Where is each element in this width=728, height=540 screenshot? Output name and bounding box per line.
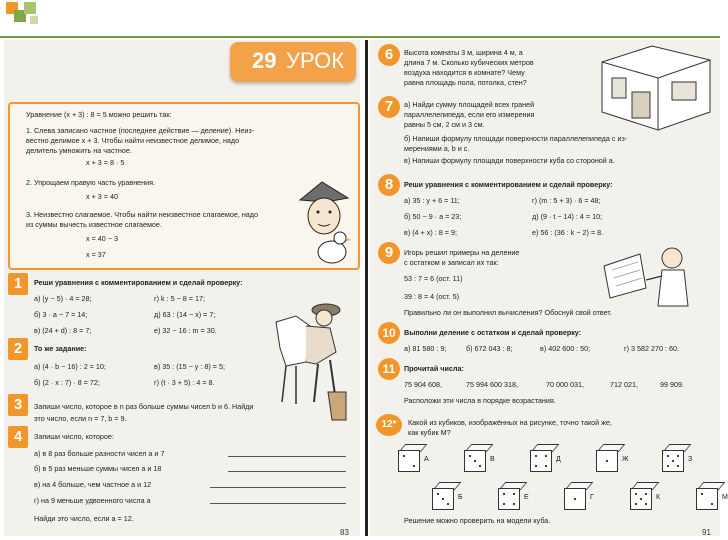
dice-cube xyxy=(596,450,618,472)
task-1-item: а) (y − 5) · 4 = 28; xyxy=(34,294,92,303)
task-11-item: 99 909. xyxy=(660,380,684,389)
page-number: 83 xyxy=(340,528,349,537)
dice-pip xyxy=(503,503,505,505)
task-number-12: 12* xyxy=(376,414,402,436)
task-6-line: длина 7 м. Сколько кубических метров xyxy=(404,58,534,67)
task-10-item: г) 3 582 270 : 60. xyxy=(624,344,679,353)
dice-cube xyxy=(662,450,684,472)
dice-pip xyxy=(437,493,439,495)
dice-pip xyxy=(403,455,405,457)
lesson-word: УРОК xyxy=(286,48,345,73)
dice-pip xyxy=(640,498,642,500)
dice-pip xyxy=(513,493,515,495)
task-number-6: 6 xyxy=(378,44,400,66)
dice-cube xyxy=(432,488,454,510)
rule-line: из суммы вычесть известное слагаемое. xyxy=(26,220,162,229)
dice-cube-label: Ж xyxy=(622,456,629,463)
rule-line: x = 37 xyxy=(86,250,106,259)
task-4-footer: Найди это число, если a = 12. xyxy=(34,514,134,523)
task-4-item: г) на 9 меньше удвоенного числа a xyxy=(34,496,151,505)
rule-line: 3. Неизвестно слагаемое. Чтобы найти неизвестное слагаемое, надо xyxy=(26,210,258,219)
task-number-8: 8 xyxy=(378,174,400,196)
dice-pip xyxy=(635,493,637,495)
task-9-line: 39 : 8 = 4 (ост. 5) xyxy=(404,292,460,301)
boy-with-paper-illustration xyxy=(600,240,700,308)
task-1-item: е) 32 − 16 : m = 30. xyxy=(154,326,217,335)
dice-cube xyxy=(530,450,552,472)
task-12-line: Какой из кубиков, изображённых на рисунке, точно такой же, xyxy=(408,418,612,427)
dice-cube-label: К xyxy=(656,494,661,501)
dice-pip xyxy=(413,465,415,467)
task-4-title: Запиши число, которое: xyxy=(34,432,114,441)
task-2-item: а) (4 · b − 16) : 2 = 10; xyxy=(34,362,106,371)
task-8-item: г) (m : 5 + 3) · 6 = 48; xyxy=(532,196,601,205)
dice-cube-label: З xyxy=(688,456,693,463)
page-number: 91 xyxy=(702,528,711,537)
task-7-line: а) Найди сумму площадей всех граней xyxy=(404,100,535,109)
dice-cube xyxy=(630,488,652,510)
task-9-line: Правильно ли он выполнил вычисления? Обоснуй свой ответ. xyxy=(404,308,612,317)
task-9-line: Игорь решил примеры на деление xyxy=(404,248,520,257)
task-9-line: 53 : 7 = 6 (ост. 11) xyxy=(404,274,463,283)
task-10-title: Выполни деление с остатком и сделай проверку: xyxy=(404,328,582,337)
task-8-item: е) 56 : (36 : k − 2) = 8. xyxy=(532,228,604,237)
task-10-item: б) 672 043 : 8; xyxy=(466,344,513,353)
task-7-line: параллелепипеда, если его измерения xyxy=(404,110,535,119)
rule-line: x + 3 = 8 · 5 xyxy=(86,158,125,167)
dice-pip xyxy=(677,465,679,467)
task-number-11: 11 xyxy=(378,358,400,380)
task-7-line: равны 5 см, 2 см и 3 см. xyxy=(404,120,485,129)
task-10-item: в) 402 600 : 50; xyxy=(540,344,591,353)
task-6-line: равна площадь пола, потолка, стен? xyxy=(404,78,527,87)
dice-pip xyxy=(667,465,669,467)
task-11-item: 70 000 031, xyxy=(546,380,584,389)
task-7-line: в) Напиши формулу площади поверхности куба со стороной a. xyxy=(404,156,615,165)
answer-line xyxy=(228,456,346,457)
dice-cube-label: Д xyxy=(556,456,561,463)
task-number-1: 1 xyxy=(8,273,28,295)
rule-line: x = 40 − 3 xyxy=(86,234,118,243)
dice-cube-label: В xyxy=(490,456,495,463)
dice-cube-label: М xyxy=(722,494,728,501)
horse-rider-illustration xyxy=(266,292,358,428)
task-9-line: с остатком и записал их так: xyxy=(404,258,499,267)
dice-pip xyxy=(442,498,444,500)
answer-line xyxy=(210,487,346,488)
dice-cube xyxy=(696,488,718,510)
task-2-item: б) (2 · x : 7) · 8 = 72; xyxy=(34,378,100,387)
rule-line: 2. Упрощаем правую часть уравнения. xyxy=(26,178,156,187)
task-2-item: г) (t · 3 + 5) : 4 = 8. xyxy=(154,378,215,387)
answer-line xyxy=(228,471,346,472)
task-number-3: 3 xyxy=(8,394,28,416)
task-10-item: а) 81 580 : 9; xyxy=(404,344,447,353)
rule-line: Уравнение (x + 3) : 8 = 5 можно решить так: xyxy=(26,110,172,119)
task-7-line: б) Напиши формулу площади поверхности параллелепипеда с из- xyxy=(404,134,628,143)
task-1-item: в) (24 + d) : 8 = 7; xyxy=(34,326,92,335)
task-1-item: г) k : 5 − 8 = 17; xyxy=(154,294,205,303)
task-11-footer: Расположи эти числа в порядке возрастания. xyxy=(404,396,556,405)
page-divider xyxy=(365,40,368,536)
rule-line: вестно делимое x + 3. Чтобы найти неизвестное делимое, надо xyxy=(26,136,240,145)
dice-pip xyxy=(606,460,608,462)
dice-cube-label: А xyxy=(424,456,429,463)
task-6-line: Высота комнаты 3 м, ширина 4 м, а xyxy=(404,48,523,57)
dice-pip xyxy=(503,493,505,495)
dice-pip xyxy=(635,503,637,505)
task-1-item: д) 63 : (14 − x) = 7; xyxy=(154,310,216,319)
dice-pip xyxy=(545,455,547,457)
task-3-line: это число, если n = 7, b = 9. xyxy=(34,414,127,423)
dice-cube xyxy=(498,488,520,510)
task-11-item: 712 021, xyxy=(610,380,638,389)
lesson-badge xyxy=(230,42,356,82)
task-6-line: воздуха находится в комнате? Чему xyxy=(404,68,525,77)
dice-pip xyxy=(701,493,703,495)
task-2-item: в) 35 : (15 − y : 8) = 5; xyxy=(154,362,225,371)
task-12-line: как кубик M? xyxy=(408,428,451,437)
task-1-item: б) 3 · a − 7 = 14; xyxy=(34,310,88,319)
dice-cube xyxy=(464,450,486,472)
dice-cube xyxy=(398,450,420,472)
dice-pip xyxy=(447,503,449,505)
chicken-illustration xyxy=(310,226,354,266)
dice-pip xyxy=(535,455,537,457)
dice-pip xyxy=(474,460,476,462)
dice-pip xyxy=(535,465,537,467)
task-number-4: 4 xyxy=(8,426,28,448)
dice-pip xyxy=(672,460,674,462)
dice-cube-label: Г xyxy=(590,494,594,501)
dice-cube xyxy=(564,488,586,510)
task-number-2: 2 xyxy=(8,338,28,360)
right-page xyxy=(370,40,728,537)
room-illustration xyxy=(592,42,716,132)
rule-box xyxy=(8,102,360,270)
dice-pip xyxy=(513,503,515,505)
task-1-title: Реши уравнения с комментированием и сделай проверку: xyxy=(34,278,243,287)
dice-cube-label: Б xyxy=(458,494,463,501)
dice-pip xyxy=(574,498,576,500)
task-11-item: 75 994 600 318, xyxy=(466,380,518,389)
task-11-title: Прочитай числа: xyxy=(404,364,464,373)
task-7-line: мерениями a, b и c. xyxy=(404,144,470,153)
deco-square-small xyxy=(30,16,38,24)
answer-line xyxy=(210,503,346,504)
left-page xyxy=(4,40,360,536)
task-8-title: Реши уравнения с комментированием и сделай проверку: xyxy=(404,180,613,189)
rule-line: 1. Слева записано частное (последнее действие — деление). Неиз- xyxy=(26,126,255,135)
task-3-line: Запиши число, которое в n раз больше суммы чисел b и 6. Найди xyxy=(34,402,254,411)
dice-pip xyxy=(667,455,669,457)
dice-pip xyxy=(711,503,713,505)
dice-pip xyxy=(645,503,647,505)
lesson-number: 29 xyxy=(252,48,277,73)
dice-pip xyxy=(469,455,471,457)
task-4-item: а) в 8 раз больше разности чисел a и 7 xyxy=(34,449,165,458)
dice-pip xyxy=(479,465,481,467)
header-line xyxy=(0,36,720,38)
dice-pip xyxy=(545,465,547,467)
task-number-7: 7 xyxy=(378,96,400,118)
cubes-area xyxy=(398,444,728,514)
task-number-9: 9 xyxy=(378,242,400,264)
task-11-item: 75 904 608, xyxy=(404,380,442,389)
rule-line: x + 3 = 40 xyxy=(86,192,118,201)
task-8-item: д) (9 · t − 14) : 4 = 10; xyxy=(532,212,603,221)
task-4-item: б) в 5 раз меньше суммы чисел a и 18 xyxy=(34,464,162,473)
task-2-title: То же задание: xyxy=(34,344,87,353)
deco-square-lime xyxy=(24,2,36,14)
dice-cube-label: Е xyxy=(524,494,529,501)
task-4-item: в) на 4 больше, чем частное a и 12 xyxy=(34,480,152,489)
rule-line: делитель умножить на частное. xyxy=(26,146,132,155)
task-12-footer: Решение можно проверить на модели куба. xyxy=(404,516,551,525)
dice-pip xyxy=(645,493,647,495)
dice-pip xyxy=(677,455,679,457)
task-8-item: в) (4 + x) : 8 = 9; xyxy=(404,228,457,237)
task-8-item: б) 50 − 9 · a = 23; xyxy=(404,212,462,221)
task-8-item: а) 35 : y + 6 = 11; xyxy=(404,196,460,205)
task-number-10: 10 xyxy=(378,322,400,344)
